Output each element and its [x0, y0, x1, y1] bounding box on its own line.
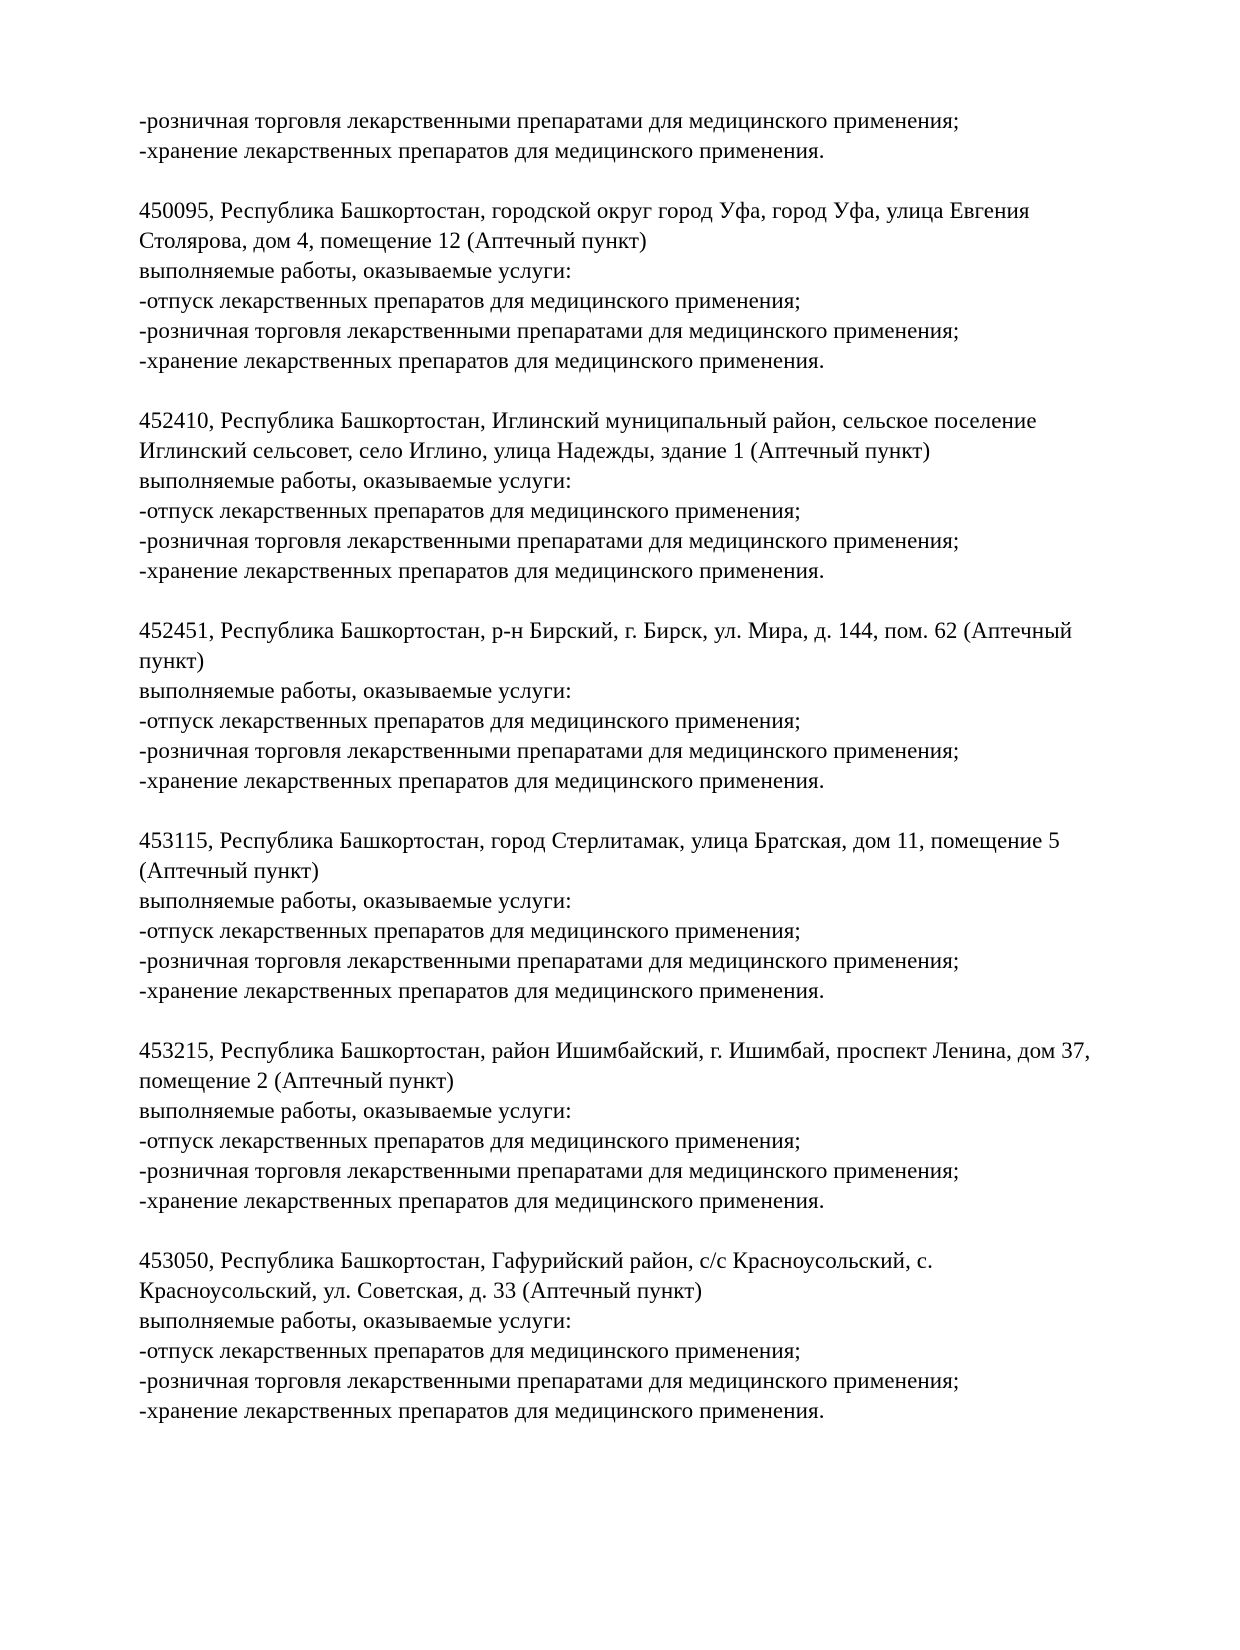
license-entry: [139, 616, 1149, 796]
license-entry: [139, 1246, 1149, 1426]
blank-line: [139, 1006, 1149, 1036]
service-item: -хранение лекарственных препаратов для медицинского применения.: [139, 1188, 825, 1213]
service-item: -розничная торговля лекарственными препаратами для медицинского применения;: [139, 1158, 960, 1183]
address-line: 452410, Республика Башкортостан, Иглинский муниципальный район, сельское поселение: [139, 408, 1037, 433]
services-heading: выполняемые работы, оказываемые услуги:: [139, 468, 572, 493]
blank-line: [139, 586, 1149, 616]
services-heading: выполняемые работы, оказываемые услуги:: [139, 678, 572, 703]
service-item: -хранение лекарственных препаратов для медицинского применения.: [139, 558, 825, 583]
license-entry: [139, 406, 1149, 586]
service-item: -отпуск лекарственных препаратов для медицинского применения;: [139, 1338, 801, 1363]
license-entry: [139, 1036, 1149, 1216]
address-line: Красноусольский, ул. Советская, д. 33 (Аптечный пункт): [139, 1278, 703, 1303]
service-item: -розничная торговля лекарственными препаратами для медицинского применения;: [139, 528, 960, 553]
services-heading: выполняемые работы, оказываемые услуги:: [139, 258, 572, 283]
address-line: Иглинский сельсовет, село Иглино, улица Надежды, здание 1 (Аптечный пункт): [139, 438, 931, 463]
address-line: 453050, Республика Башкортостан, Гафурийский район, с/с Красноусольский, с.: [139, 1248, 933, 1273]
address-line: пункт): [139, 648, 205, 673]
service-item: -отпуск лекарственных препаратов для медицинского применения;: [139, 288, 801, 313]
service-item: -розничная торговля лекарственными препаратами для медицинского применения;: [139, 1368, 960, 1393]
service-item: -хранение лекарственных препаратов для медицинского применения.: [139, 138, 825, 163]
blank-line: [139, 1216, 1149, 1246]
address-line: помещение 2 (Аптечный пункт): [139, 1068, 455, 1093]
service-item: -отпуск лекарственных препаратов для медицинского применения;: [139, 708, 801, 733]
address-line: Столярова, дом 4, помещение 12 (Аптечный пункт): [139, 228, 647, 253]
service-item: -хранение лекарственных препаратов для медицинского применения.: [139, 1398, 825, 1423]
service-item: -хранение лекарственных препаратов для медицинского применения.: [139, 978, 825, 1003]
license-entry: [139, 826, 1149, 1006]
services-heading: выполняемые работы, оказываемые услуги:: [139, 888, 572, 913]
service-item: -розничная торговля лекарственными препаратами для медицинского применения;: [139, 318, 960, 343]
blank-line: [139, 376, 1149, 406]
service-item: -хранение лекарственных препаратов для медицинского применения.: [139, 348, 825, 373]
service-item: -отпуск лекарственных препаратов для медицинского применения;: [139, 918, 801, 943]
service-item: -розничная торговля лекарственными препаратами для медицинского применения;: [139, 738, 960, 763]
address-line: 450095, Республика Башкортостан, городской округ город Уфа, город Уфа, улица Евгения: [139, 198, 1030, 223]
address-line: 453215, Республика Башкортостан, район Ишимбайский, г. Ишимбай, проспект Ленина, дом 37,: [139, 1038, 1091, 1063]
blank-line: [139, 166, 1149, 196]
blank-line: [139, 796, 1149, 826]
service-item: -отпуск лекарственных препаратов для медицинского применения;: [139, 498, 801, 523]
continuation-fragment: [139, 106, 1149, 166]
license-entry: [139, 196, 1149, 376]
address-line: (Аптечный пункт): [139, 858, 319, 883]
service-item: -розничная торговля лекарственными препаратами для медицинского применения;: [139, 948, 960, 973]
address-line: 453115, Республика Башкортостан, город Стерлитамак, улица Братская, дом 11, помещение 5: [139, 828, 1060, 853]
services-heading: выполняемые работы, оказываемые услуги:: [139, 1098, 572, 1123]
address-line: 452451, Республика Башкортостан, р-н Бирский, г. Бирск, ул. Мира, д. 144, пом. 62 (Аптечный: [139, 618, 1073, 643]
document-content: [139, 106, 1149, 1426]
services-heading: выполняемые работы, оказываемые услуги:: [139, 1308, 572, 1333]
service-item: -хранение лекарственных препаратов для медицинского применения.: [139, 768, 825, 793]
service-item: -отпуск лекарственных препаратов для медицинского применения;: [139, 1128, 801, 1153]
service-item: -розничная торговля лекарственными препаратами для медицинского применения;: [139, 108, 960, 133]
